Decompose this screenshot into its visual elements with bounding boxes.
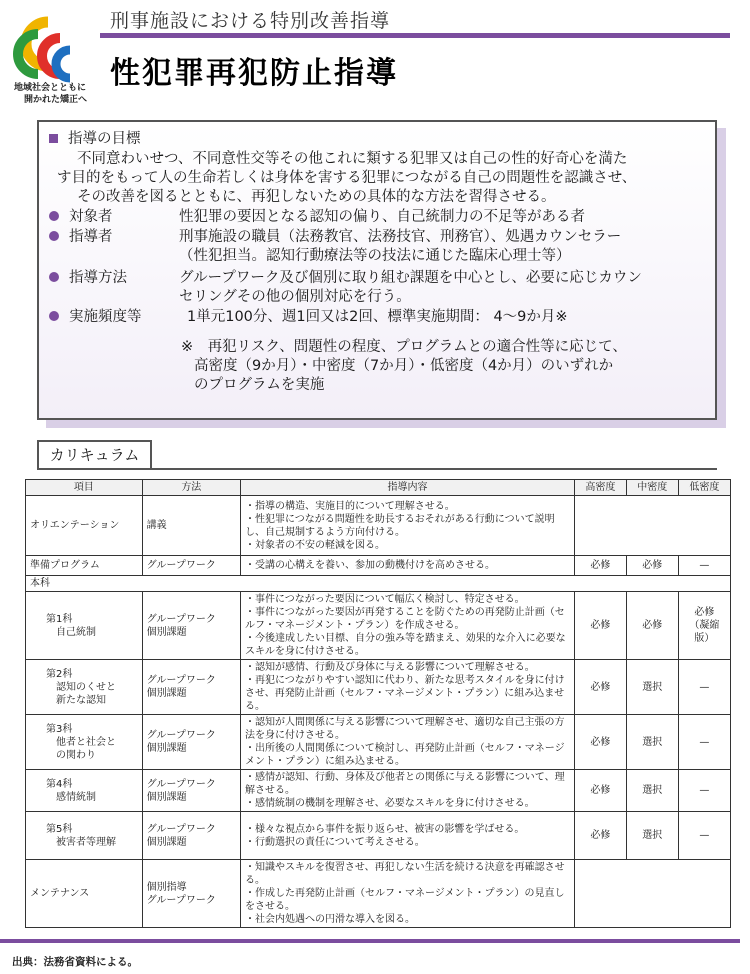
goal-line-3: その改善を図るとともに、再犯しないための具体的な方法を習得させる。 [77,189,556,205]
col-header-item: 項目 [26,480,143,496]
content-line: ・社会内処遇への円滑な導入を図る。 [245,914,415,925]
method-line: 個別課題 [146,743,187,754]
orientation-method: 講義 [142,496,240,556]
course-5-item [26,812,143,860]
method-line: グループワーク [146,613,216,625]
course-name: 他者と社会と [56,736,116,748]
title-rule [100,33,730,38]
content-line: ・出所後の人間関係について検討し、再発防止計画（セルフ・マネージメント・プラン）に組み込ませる。 [245,743,565,767]
note-line-2: 高密度（9か月）・中密度（7か月）・低密度（4か月）のいずれか [194,358,614,374]
maintenance-levels [574,860,730,928]
course-number: 第3科 [46,723,73,735]
content-line: ・指導の構造、実施目的について理解させる。 [245,500,455,512]
method-line: グループワーク [146,730,216,741]
course-4-content [241,770,575,812]
prep-method: グループワーク [142,556,240,576]
course-3-low: — [678,715,730,770]
curriculum-tab-rule [37,468,717,470]
goal-heading [49,130,141,149]
content-line: ・受講の心構えを養い、参加の動機付けを高めさせる。 [245,560,495,571]
round-bullet-icon [49,272,59,282]
prep-mid: 必修 [626,556,678,576]
course-2-item [26,660,143,715]
course-2-high: 必修 [574,660,626,715]
objectives-box [37,120,717,420]
goal-label: 指導の目標 [68,131,141,147]
instructor-value-1: 刑事施設の職員（法務教官、法務技官、刑務官）、処遇カウンセラー [179,229,622,245]
course-number: 第1科 [46,613,73,625]
content-line: ・感情が認知、行動、身体及び他者との関係に与える影響について、理解させる。 [245,772,565,796]
course-5-method [142,812,240,860]
table-row [26,592,731,660]
course-3-method [142,715,240,770]
content-line: ・知識やスキルを復習させ、再犯しない生活を続ける決意を再確認させる。 [245,862,565,886]
course-number: 第4科 [46,778,73,790]
course-4-item [26,770,143,812]
course-1-high: 必修 [574,592,626,660]
page-subtitle: 刑事施設における特別改善指導 [110,10,391,32]
curriculum-tab: カリキュラム [37,440,152,468]
course-1-method [142,592,240,660]
table-header-row [26,480,731,496]
method-line: グループワーク [146,675,216,686]
source-note: 出典：法務省資料による。 [12,956,138,968]
instructor-value-2: （性犯担当。認知行動療法等の技法に通じた臨床心理士等） [179,248,571,264]
round-bullet-icon [49,211,59,221]
frequency-label: 実施頻度等 [69,309,142,325]
prep-low: — [678,556,730,576]
method-value-2: セリングその他の個別対応を行う。 [179,289,411,305]
target-label: 対象者 [69,209,113,225]
orientation-levels [574,496,730,556]
col-header-mid: 中密度 [626,480,678,496]
course-name: 自己統制 [56,626,96,638]
logo-caption-line2: 開かれた矯正へ [24,95,88,105]
page-title: 性犯罪再犯防止指導 [110,56,398,91]
course-2-method [142,660,240,715]
course-3-item [26,715,143,770]
content-line: ・行動選択の責任について考えさせる。 [245,836,425,848]
logo-caption-line1: 地域社会とともに [14,83,87,93]
frequency-row [49,308,142,327]
goal-line-2: す目的をもって人の生命若しくは身体を害する犯罪につながる自己の問題性を認識させ、 [57,170,637,186]
method-line: 個別指導 [146,881,187,893]
table-row [26,860,731,928]
method-line: グループワーク [146,823,216,835]
col-header-content: 指導内容 [241,480,575,496]
col-header-high: 高密度 [574,480,626,496]
prep-content [241,556,575,576]
method-line: 個別課題 [146,836,187,848]
content-line: ・認知が人間関係に与える影響について理解させ、適切な自己主張の方法を身に付けさせる。 [245,717,565,741]
course-name: 被害者等理解 [56,836,116,848]
course-4-high: 必修 [574,770,626,812]
table-row [26,660,731,715]
content-line: ・事件につながった要因について幅広く検討し、特定させる。 [245,594,525,605]
content-line: ・認知が感情、行動及び身体に与える影響について理解させる。 [245,662,535,673]
goal-line-1: 不同意わいせつ、不同意性交等その他これに類する犯罪又は自己の性的好奇心を満た [77,151,628,167]
table-row [26,496,731,556]
content-line: ・対象者の不安の軽減を図る。 [245,539,385,551]
frequency-value: 1単元100分、週1回又は2回、標準実施期間： 4～9か月※ [187,309,568,325]
method-label: 指導方法 [69,270,127,286]
course-number: 第5科 [46,823,73,835]
col-header-low: 低密度 [678,480,730,496]
course-5-content [241,812,575,860]
logo-caption [14,82,87,106]
course-1-mid: 必修 [626,592,678,660]
maintenance-method [142,860,240,928]
method-line: グループワーク [146,894,216,906]
square-bullet-icon [49,134,58,143]
method-line: グループワーク [146,778,216,790]
course-2-content [241,660,575,715]
instructor-label: 指導者 [69,229,113,245]
table-row [26,770,731,812]
table-row [26,556,731,576]
method-row [49,269,127,288]
prep-high: 必修 [574,556,626,576]
method-line: 個別課題 [146,626,187,638]
curriculum-table [25,479,731,928]
course-5-low: — [678,812,730,860]
course-3-content [241,715,575,770]
course-4-low: — [678,770,730,812]
level-line: 必修 [694,607,715,618]
course-1-low [678,592,730,660]
content-line: ・事件につながった要因が再発することを防ぐための再発防止計画（セルフ・マネージメント・プラン）を作成させる。 [245,607,565,631]
course-name: 認知のくせと [56,681,116,693]
course-number: 第2科 [46,668,73,680]
round-bullet-icon [49,311,59,321]
orientation-content [241,496,575,556]
content-line: ・今後達成したい目標、自分の強み等を踏まえ、効果的な介入に必要なスキルを身に付けさせる。 [245,633,566,657]
note-line-3: のプログラムを実施 [194,377,325,393]
level-line: （凝縮版） [689,620,720,644]
course-2-mid: 選択 [626,660,678,715]
content-line: ・性犯罪につながる問題性を助長するおそれがある行動について説明し、自己規制するよう方向付ける。 [245,513,555,538]
prep-item: 準備プログラム [26,556,143,576]
target-value: 性犯罪の要因となる認知の偏り、自己統制力の不足等がある者 [179,209,585,225]
course-1-item [26,592,143,660]
table-row [26,576,731,592]
course-5-mid: 選択 [626,812,678,860]
footer-rule [0,939,740,943]
content-line: ・再犯につながりやすい認知に代わり、新たな思考スタイルを身に付けさせ、再発防止計画（セルフ・マネージメント・プラン）に組み込ませる。 [245,675,565,712]
course-name: 感情統制 [56,791,96,803]
maintenance-content [241,860,575,928]
method-line: 個別課題 [146,688,187,699]
table-row [26,715,731,770]
col-header-method: 方法 [142,480,240,496]
target-row [49,208,113,227]
note-line-1: ※ 再犯リスク、問題性の程度、プログラムとの適合性等に応じて、 [181,339,627,355]
course-name: の関わり [56,749,96,761]
method-value-1: グループワーク及び個別に取り組む課題を中心とし、必要に応じカウン [179,270,642,286]
method-line: 個別課題 [146,791,187,803]
maintenance-item: メンテナンス [26,860,143,928]
course-4-method [142,770,240,812]
course-3-high: 必修 [574,715,626,770]
course-1-content [241,592,575,660]
table-row [26,812,731,860]
orientation-item: オリエンテーション [26,496,143,556]
round-bullet-icon [49,231,59,241]
content-line: ・感情統制の機制を理解させ、必要なスキルを身に付けさせる。 [245,798,535,809]
content-line: ・作成した再発防止計画（セルフ・マネージメント・プラン）の見直しをさせる。 [245,888,565,912]
content-line: ・様々な視点から事件を振り返らせ、被害の影響を学ばせる。 [245,823,525,835]
course-4-mid: 選択 [626,770,678,812]
course-3-mid: 選択 [626,715,678,770]
main-course-label: 本科 [26,576,731,592]
course-2-low: — [678,660,730,715]
course-name: 新たな認知 [56,694,106,706]
course-5-high: 必修 [574,812,626,860]
instructor-row [49,228,113,247]
logo-c-blue [56,50,70,78]
